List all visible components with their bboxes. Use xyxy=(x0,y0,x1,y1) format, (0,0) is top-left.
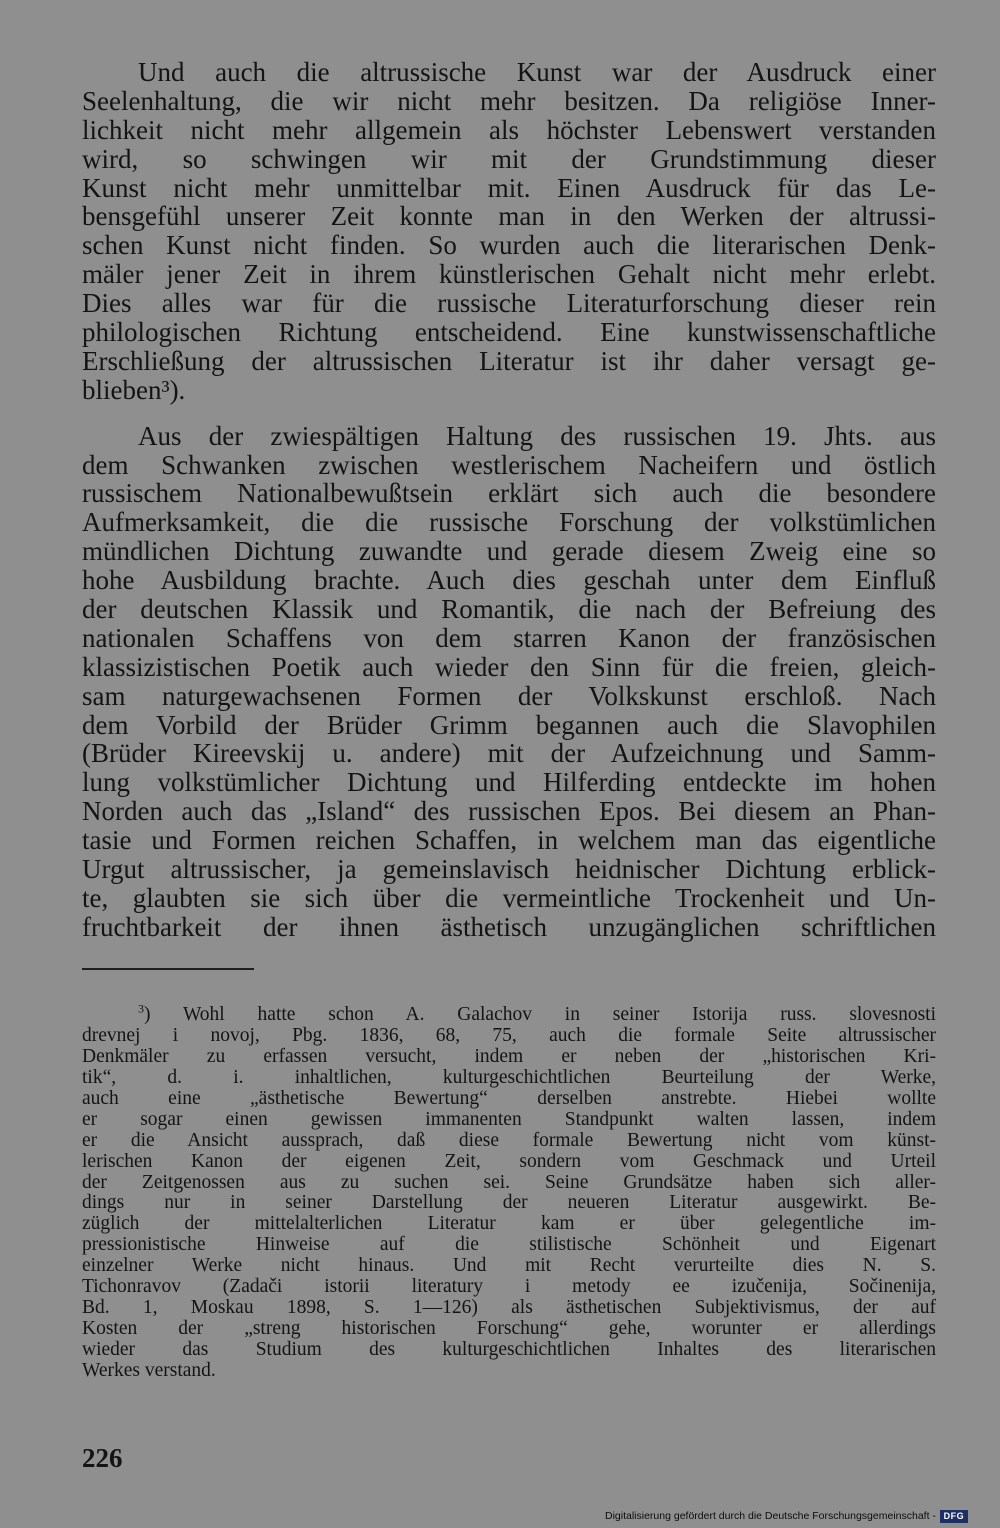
footnote-separator-rule xyxy=(82,968,254,970)
text-line: sam naturgewachsenen Formen der Volkskunst erschloß. Nach xyxy=(82,680,936,711)
text-line: Seelenhaltung, die wir nicht mehr besitzen. Da religiöse Inner- xyxy=(82,85,936,116)
text-line: Urgut altrussischer, ja gemeinslavisch heidnischer Dichtung erblick- xyxy=(82,854,936,885)
footnote-line: züglich der mittelalterlichen Literatur kam er über gelegentliche im- xyxy=(82,1213,936,1235)
text-line: russischem Nationalbewußtsein erklärt sich auch die besondere xyxy=(82,478,936,509)
footnote-line: Werkes verstand. xyxy=(82,1359,216,1381)
text-line: Aus der zwiespältigen Haltung des russischen 19. Jhts. aus xyxy=(138,420,936,451)
footnote-line: dings nur in seiner Darstellung der neueren Literatur ausgewirkt. Be- xyxy=(82,1192,936,1214)
page-number: 226 xyxy=(82,1443,123,1473)
footnote-line: einzelner Werke nicht hinaus. Und mit Recht verurteilte dies N. S. xyxy=(82,1255,936,1277)
footnote-line xyxy=(82,1001,936,1026)
text-line: wird, so schwingen wir mit der Grundstimmung dieser xyxy=(82,143,936,174)
body-text xyxy=(82,58,936,942)
text-line: dem Vorbild der Brüder Grimm begannen auch die Slavophilen xyxy=(82,709,936,740)
text-line: nationalen Schaffens von dem starren Kanon der französischen xyxy=(82,622,936,653)
footnote-line: tik“, d. i. inhaltlichen, kulturgeschichtlichen Beurteilung der Werke, xyxy=(82,1066,936,1088)
text-line: lichkeit nicht mehr allgemein als höchster Lebenswert verstanden xyxy=(82,114,936,145)
dfg-logo-icon: DFG xyxy=(940,1510,968,1523)
text-line: dem Schwanken zwischen westlerischem Nacheifern und östlich xyxy=(82,449,936,480)
text-line: blieben³). xyxy=(82,374,186,405)
text-line: te, glaubten sie sich über die vermeintliche Trockenheit und Un- xyxy=(82,882,936,913)
text-line: philologischen Richtung entscheidend. Eine kunstwissenschaftliche xyxy=(82,317,936,348)
text-line: (Brüder Kireevskij u. andere) mit der Aufzeichnung und Samm- xyxy=(82,738,936,769)
text-line: Dies alles war für die russische Literaturforschung dieser rein xyxy=(82,288,936,319)
text-line: schen Kunst nicht finden. So wurden auch die literarischen Denk- xyxy=(82,230,936,261)
text-line: fruchtbarkeit der ihnen ästhetisch unzugänglichen schriftlichen xyxy=(82,911,936,942)
paragraph-1 xyxy=(82,58,936,405)
footnote-line: er sogar einen gewissen immanenten Standpunkt walten lassen, indem xyxy=(82,1108,936,1130)
footnote-line: pressionistische Hinweise auf die stilistische Schönheit und Eigenart xyxy=(82,1234,936,1256)
text-line: tasie und Formen reichen Schaffen, in welchem man das eigentliche xyxy=(82,825,936,856)
text-line: Kunst nicht mehr unmittelbar mit. Einen Ausdruck für das Le- xyxy=(82,172,936,203)
paragraph-2 xyxy=(82,422,936,942)
text-line: lung volkstümlicher Dichtung und Hilferding entdeckte im hohen xyxy=(82,767,936,798)
footnote-line: auch eine „ästhetische Bewertung“ derselben anstrebte. Hiebei wollte xyxy=(82,1087,936,1109)
footnote-marker: 3 xyxy=(138,1001,144,1016)
text-line: hohe Ausbildung brachte. Auch dies geschah unter dem Einfluß xyxy=(82,565,936,596)
text-line: mündlichen Dichtung zuwandte und gerade diesem Zweig eine so xyxy=(82,536,936,567)
footnote-line: lerischen Kanon der eigenen Zeit, sondern vom Geschmack und Urteil xyxy=(82,1150,936,1172)
footnote-line: Tichonravov (Zadači istorii literatury i metody ee izučenija, Sočinenija, xyxy=(82,1276,936,1298)
footnote-line-text: ) Wohl hatte schon A. Galachov in seiner Istorija russ. slovesnosti xyxy=(144,1004,936,1025)
footnote-line: Kosten der „streng historischen Forschung“ gehe, worunter er allerdings xyxy=(82,1318,936,1340)
footnote-line: wieder das Studium des kulturgeschichtlichen Inhaltes des literarischen xyxy=(82,1339,936,1360)
text-line: der deutschen Klassik und Romantik, die nach der Befreiung des xyxy=(82,594,936,625)
text-line: Und auch die altrussische Kunst war der Ausdruck einer xyxy=(138,57,936,87)
paragraph-gap xyxy=(82,405,936,422)
text-line: klassizistischen Poetik auch wieder den Sinn für die freien, gleich- xyxy=(82,651,936,682)
footnote-line: der Zeitgenossen aus zu suchen sei. Seine Grundsätze haben sich aller- xyxy=(82,1171,936,1193)
text-line: mäler jener Zeit in ihrem künstlerischen Gehalt nicht mehr erlebt. xyxy=(82,259,936,290)
text-line: Erschließung der altrussischen Literatur ist ihr daher versagt ge- xyxy=(82,345,936,376)
footnote-line: er die Ansicht aussprach, daß diese formale Bewertung nicht vom künst- xyxy=(82,1129,936,1151)
footnote-line: Denkmäler zu erfassen versucht, indem er neben der „historischen Kri- xyxy=(82,1045,936,1067)
footnote-line: Bd. 1, Moskau 1898, S. 1—126) als ästhetischen Subjektivismus, der auf xyxy=(82,1297,936,1319)
footnote xyxy=(82,1001,936,1382)
digitization-credit xyxy=(605,1508,968,1524)
text-line: bensgefühl unserer Zeit konnte man in den Werken der altrussi- xyxy=(82,201,936,232)
text-line: Aufmerksamkeit, die die russische Forschung der volkstümlichen xyxy=(82,507,936,538)
credit-text: Digitalisierung gefördert durch die Deutsche Forschungsgemeinschaft - xyxy=(605,1510,936,1522)
footnote-line: drevnej i novoj, Pbg. 1836, 68, 75, auch die formale Seite altrussischer xyxy=(82,1024,936,1046)
text-line: Norden auch das „Island“ des russischen Epos. Bei diesem an Phan- xyxy=(82,796,936,827)
